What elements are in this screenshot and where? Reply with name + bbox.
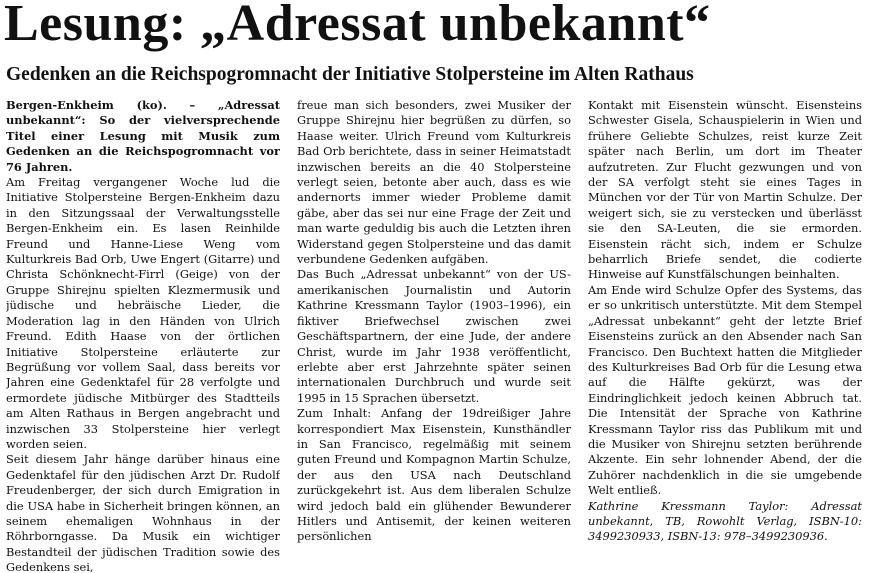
article-paragraph: Kontakt mit Eisenstein wünscht. Eisensteins Schwester Gisela, Schauspielerin in Wien und frühere Geliebte Schulzes, reist kurze Zeit später nach Berlin, um dort im Theater aufzutreten. Zur Flucht gezwungen und von der SA verfolgt steht sie eines Tages in München vor der Tür von Martin Schulze. Der weigert sich, sie zu verstecken und überlässt sie den SA-Leuten, die sie ermorden. Eisenstein rächt sich, indem er Schulze beharrlich Briefe sendet, die codierte Hinweise auf Kunstfälschungen beinhalten. xyxy=(588,98,862,282)
article-column-3 xyxy=(588,98,862,573)
article-headline: Lesung: „Adressat unbekannt“ xyxy=(4,0,711,52)
article-column-2 xyxy=(297,98,571,573)
article-body xyxy=(6,98,866,573)
article-paragraph: Am Ende wird Schulze Opfer des Systems, das er so unkritisch unterstützte. Mit dem Stempel „Adressat unbekannt“ geht der letzte Brief Eisensteins zurück an den Absender nach San Francisco. Den Buchtext hatten die Mitglieder des Kulturkreises Bad Orb für die Lesung etwa auf die Hälfte gekürzt, was der Eindringlichkeit jedoch keinen Abbruch tat. Die Intensität der Sprache von Kathrine Kressmann Taylor riss das Publikum mit und die Musiker von Shirejnu setzten berührende Akzente. Ein sehr lohnender Abend, der die Zuhörer nachdenklich in die sie umgebende Welt entließ. xyxy=(588,282,862,498)
book-credit: Kathrine Kressmann Taylor: Adressat unbekannt, TB, Rowohlt Verlag, ISBN-10: 3499230933, ISBN-13: 978–3499230936. xyxy=(588,498,862,544)
article-paragraph: Zum Inhalt: Anfang der 19dreißiger Jahre korrespondiert Max Eisenstein, Kunsthändler in San Francisco, regelmäßig mit seinem guten Freund und Kompagnon Martin Schulze, der aus den USA nach Deutschland zurückgekehrt ist. Aus dem liberalen Schulze wird jedoch bald ein glühender Bewunderer Hitlers und Antisemit, der keinen weiteren persönlichen xyxy=(297,406,571,544)
article-paragraph: Am Freitag vergangener Woche lud die Initiative Stolpersteine Bergen-Enkheim dazu in den Sitzungssaal der Verwaltungsstelle Bergen-Enkheim ein. Es lasen Reinhilde Freund und Hanne-Liese Weng vom Kulturkreis Bad Orb, Uwe Engert (Gitarre) und Christa Schönknecht-Firrl (Geige) von der Gruppe Shirejnu spielten Klezmermusik und jüdische und hebräische Lieder, die Moderation lag in den Händen von Ulrich Freund. Edith Haase von der örtlichen Initiative Stolpersteine erläuterte zur Begrüßung vor vollem Saal, dass bereits vor Jahren eine Gedenktafel für 28 verfolgte und ermordete jüdische Mitbürger des Stadtteils am Alten Rathaus in Bergen angebracht und inzwischen 33 Stolpersteine hier verlegt worden seien. xyxy=(6,175,280,451)
article-column-1 xyxy=(6,98,280,573)
article-paragraph: freue man sich besonders, zwei Musiker der Gruppe Shirejnu hier begrüßen zu dürfen, so Haase weiter. Ulrich Freund vom Kulturkreis Bad Orb berichtete, dass in seiner Heimatstadt inzwischen bereits an die 40 Stolpersteine verlegt seien, betonte aber auch, dass es wie andernorts immer wieder Probleme damit gäbe, aber das sei nur eine Frage der Zeit und man warte geduldig bis auch die Letzten ihren Widerstand gegen Stolpersteine und das damit verbundene Gedenken aufgäben. xyxy=(297,98,571,267)
article-lead: Bergen-Enkheim (ko). – „Adressat unbekannt“: So der vielversprechende Titel einer Lesung mit Musik zum Gedenken an die Reichspogromnacht vor 76 Jahren. xyxy=(6,98,280,174)
article-subheadline: Gedenken an die Reichspogromnacht der Initiative Stolpersteine im Alten Rathaus xyxy=(6,64,694,85)
article-paragraph: Das Buch „Adressat unbekannt“ von der US-amerikanischen Journalistin und Autorin Kathrine Kressmann Taylor (1903–1996), ein fiktiver Briefwechsel zwischen zwei Geschäftspartnern, der eine Jude, der andere Christ, wurde im Jahr 1938 veröffentlicht, erlebte aber erst Jahrzehnte später seinen internationalen Durchbruch und wurde seit 1995 in 15 Sprachen übersetzt. xyxy=(297,267,571,405)
article-paragraph: Seit diesem Jahr hänge darüber hinaus eine Gedenktafel für den jüdischen Arzt Dr. Rudolf Freudenberger, der sich durch Emigration in die USA habe in Sicherheit bringen können, an seinem ehemaligen Wohnhaus in der Röhrborngasse. Da Musik ein wichtiger Bestandteil der jüdischen Tradition sowie des Gedenkens sei, xyxy=(6,452,280,573)
